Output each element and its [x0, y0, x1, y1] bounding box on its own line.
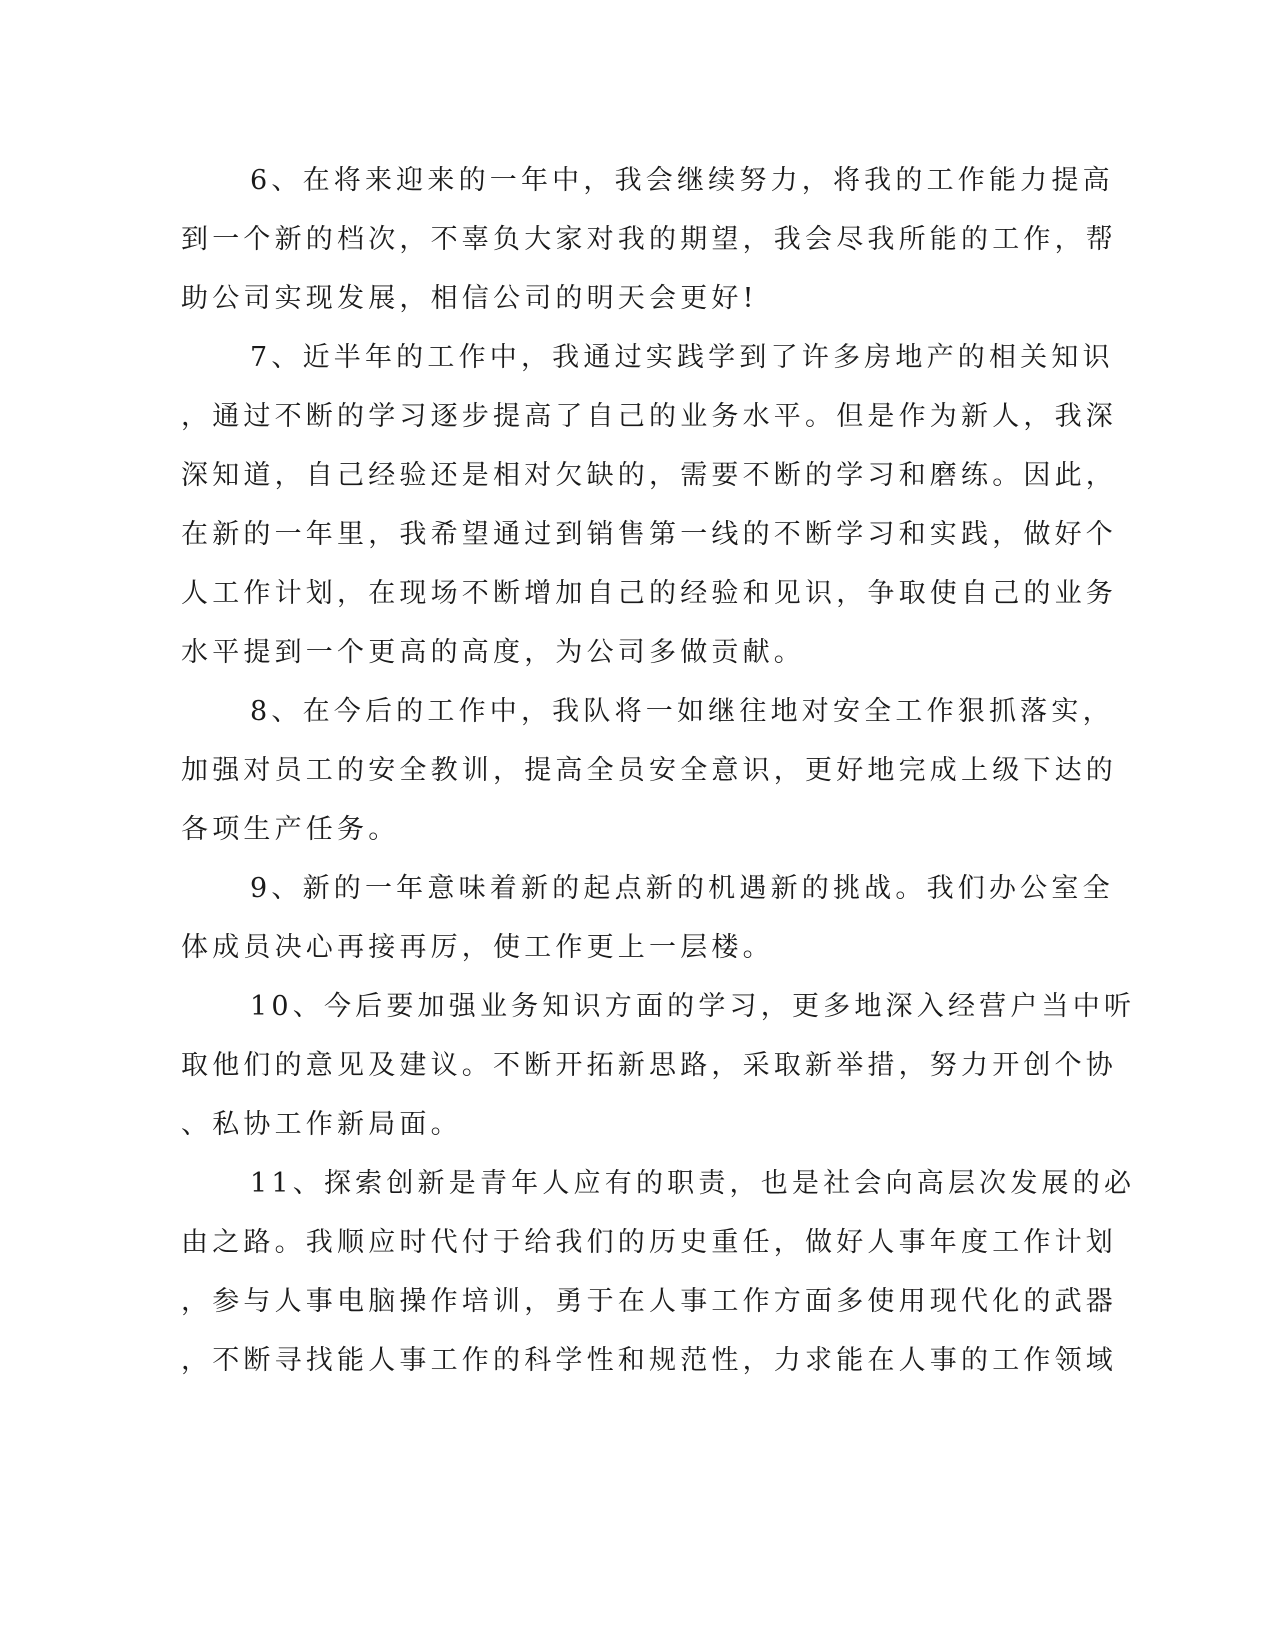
text-line: 加强对员工的安全教训，提高全员安全意识，更好地完成上级下达的 — [181, 755, 1117, 786]
text-line: ，通过不断的学习逐步提高了自己的业务水平。但是作为新人，我深 — [181, 401, 1117, 432]
text-line: 8、在今后的工作中，我队将一如继往地对安全工作狠抓落实， — [250, 696, 1114, 727]
text-line: 人工作计划，在现场不断增加自己的经验和见识，争取使自己的业务 — [181, 578, 1117, 609]
text-line: 6、在将来迎来的一年中，我会继续努力，将我的工作能力提高 — [250, 165, 1114, 196]
text-line: 10、今后要加强业务知识方面的学习，更多地深入经营户当中听 — [250, 991, 1136, 1022]
text-line: 水平提到一个更高的高度，为公司多做贡献。 — [181, 637, 805, 668]
text-line: 到一个新的档次，不辜负大家对我的期望，我会尽我所能的工作，帮 — [181, 224, 1117, 255]
text-line: 由之路。我顺应时代付于给我们的历史重任，做好人事年度工作计划 — [181, 1227, 1117, 1258]
text-line: ，不断寻找能人事工作的科学性和规范性，力求能在人事的工作领域 — [181, 1345, 1117, 1376]
text-line: 深知道，自己经验还是相对欠缺的，需要不断的学习和磨练。因此， — [181, 460, 1117, 491]
text-line: 取他们的意见及建议。不断开拓新思路，采取新举措，努力开创个协 — [181, 1050, 1117, 1081]
text-line: 在新的一年里，我希望通过到销售第一线的不断学习和实践，做好个 — [181, 519, 1117, 550]
text-line: ，参与人事电脑操作培训，勇于在人事工作方面多使用现代化的武器 — [181, 1286, 1117, 1317]
text-line: 各项生产任务。 — [181, 814, 400, 845]
text-line: 7、近半年的工作中，我通过实践学到了许多房地产的相关知识 — [250, 342, 1114, 373]
text-line: 11、探索创新是青年人应有的职责，也是社会向高层次发展的必 — [250, 1168, 1136, 1199]
text-line: 体成员决心再接再厉，使工作更上一层楼。 — [181, 932, 774, 963]
text-line: 、私协工作新局面。 — [181, 1109, 462, 1140]
text-line: 助公司实现发展，相信公司的明天会更好! — [181, 283, 758, 314]
text-line: 9、新的一年意味着新的起点新的机遇新的挑战。我们办公室全 — [250, 873, 1114, 904]
